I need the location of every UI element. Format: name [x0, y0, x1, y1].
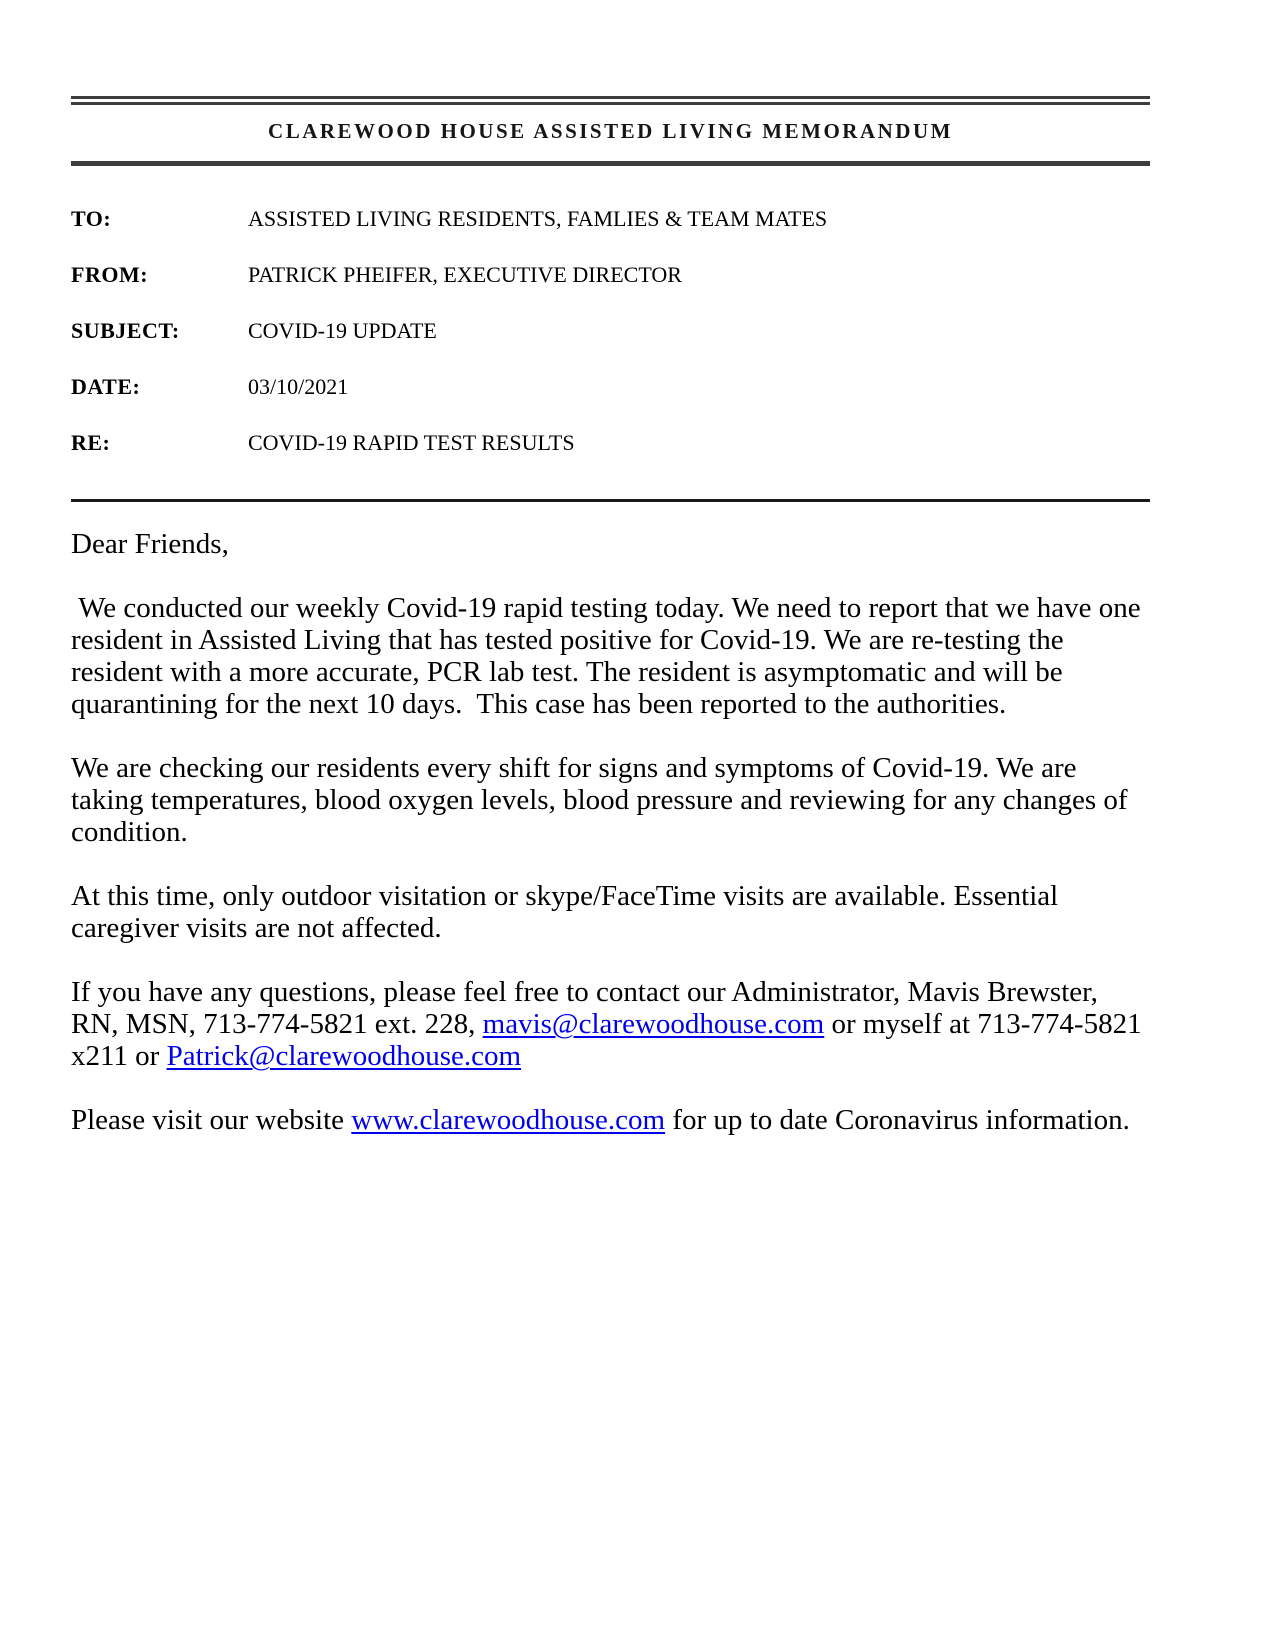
- field-value-subject: COVID-19 UPDATE: [248, 318, 437, 343]
- memo-header: [71, 96, 1150, 166]
- paragraph-visitation: At this time, only outdoor visitation or skype/FaceTime visits are available. Essential caregiver visits are not affected.: [71, 880, 1066, 944]
- paragraph-website: [71, 1104, 1150, 1136]
- field-label-date: DATE:: [71, 374, 141, 399]
- paragraph-contact: [71, 976, 1150, 1072]
- field-row-subject: [71, 318, 1150, 344]
- memo-fields: [71, 206, 1150, 456]
- field-row-to: [71, 206, 1150, 232]
- field-label-from: FROM:: [71, 262, 149, 287]
- patrick-email-link[interactable]: Patrick@clarewoodhouse.com: [166, 1040, 522, 1072]
- field-row-from: [71, 262, 1150, 288]
- paragraph-contact-text-2: or myself at 713-774-5821 x211 or: [71, 1008, 1149, 1072]
- field-row-re: [71, 430, 1150, 456]
- field-value-date: 03/10/2021: [248, 374, 349, 399]
- field-label-to: TO:: [71, 206, 112, 231]
- field-value-from: PATRICK PHEIFER, EXECUTIVE DIRECTOR: [248, 262, 682, 287]
- field-row-date: [71, 374, 1150, 400]
- website-link[interactable]: www.clarewoodhouse.com: [351, 1104, 666, 1136]
- paragraph-monitoring: We are checking our residents every shift for signs and symptoms of Covid-19. We are taking temperatures, blood oxygen levels, blood pressure and reviewing for any changes of condition.: [71, 752, 1135, 848]
- salutation: Dear Friends,: [71, 528, 229, 560]
- field-value-to: ASSISTED LIVING RESIDENTS, FAMLIES & TEAM MATES: [248, 206, 828, 231]
- memo-body: [71, 528, 1150, 1136]
- memo-title: CLAREWOOD HOUSE ASSISTED LIVING MEMORANDUM: [268, 119, 953, 143]
- paragraph-website-text-2: for up to date Coronavirus information.: [665, 1104, 1130, 1136]
- field-value-re: COVID-19 RAPID TEST RESULTS: [248, 430, 575, 455]
- divider-rule: [71, 499, 1150, 502]
- mavis-email-link[interactable]: mavis@clarewoodhouse.com: [482, 1008, 825, 1040]
- paragraph-contact-text-1: If you have any questions, please feel free to contact our Administrator, Mavis Brewster, RN, MSN, 713-774-5821 ext. 228,: [71, 976, 1106, 1040]
- paragraph-test-results: We conducted our weekly Covid-19 rapid testing today. We need to report that we have one resident in Assisted Living that has tested positive for Covid-19. We are re-testing the resident with a more accurate, PCR lab test. The resident is asymptomatic and will be quarantining for the next 10 days. This case has been reported to the authorities.: [71, 592, 1148, 720]
- field-label-subject: SUBJECT:: [71, 318, 180, 343]
- paragraph-website-text-1: Please visit our website: [71, 1104, 352, 1136]
- field-label-re: RE:: [71, 430, 111, 455]
